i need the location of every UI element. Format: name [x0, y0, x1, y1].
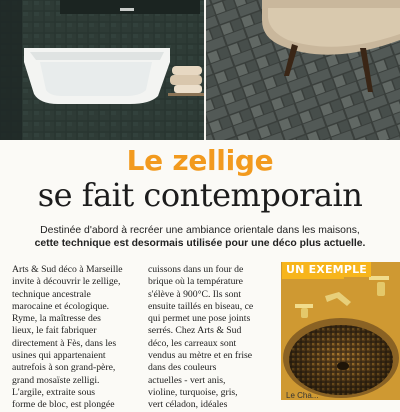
column-2-line: vert céladon, idéales [148, 399, 228, 411]
column-1-line: grand mosaïste zelligi. [12, 374, 100, 386]
column-1-line: lieux, le fait fabriquer [12, 325, 97, 337]
column-1-line: technique ancestrale [12, 288, 91, 300]
headline-line-1: Le zellige [126, 144, 274, 177]
column-2-line: actuelles - vert anis, [148, 374, 226, 386]
column-2-line: ensuite taillés en biseau, ce [148, 300, 254, 312]
body-column-2 [148, 264, 276, 412]
column-1-line: usines qui appartenaient [12, 350, 106, 362]
column-1-line: L'argile, extraite sous [12, 386, 96, 398]
column-1-line: Arts & Sud déco à Marseille [12, 264, 123, 275]
example-badge: UN EXEMPLE [282, 262, 371, 277]
mosaic-sink-photo [281, 262, 400, 400]
column-2-line: s'élève à 900°C. Ils sont [148, 288, 242, 300]
top-photo-strip [0, 0, 400, 140]
column-2-line: qui permet une pose joints [148, 313, 251, 325]
intro-paragraph [0, 224, 400, 250]
intro-line-2-bold: cette technique est desormais utilisée pour une déco plus actuelle. [34, 238, 366, 249]
badge-underline [282, 277, 344, 279]
column-2-line: brique où la température [148, 276, 243, 288]
floor-photo [206, 0, 400, 140]
column-1-line: directement à Fès, dans les [12, 337, 117, 349]
column-2-line: violine, turquoise, gris, [148, 386, 238, 398]
column-2-line: déco, les carreaux sont [148, 337, 237, 349]
inset-caption: Le Cha... [286, 391, 319, 400]
column-1-line: autrefois à son grand-père, [12, 362, 116, 374]
column-1-line: Ryme, la maîtresse des [12, 313, 101, 325]
column-2-line: vendus au mètre et en frise [148, 350, 253, 362]
column-2-line: cuissons dans un four de [148, 264, 244, 275]
column-1-line: forme de bloc, est plongée [12, 399, 115, 411]
bathroom-photo [0, 0, 206, 140]
intro-line-1: Destinée d'abord à recréer une ambiance orientale dans les maisons, [40, 225, 360, 236]
body-column-1 [12, 264, 142, 412]
headline-line-2: se fait contemporain [37, 176, 363, 214]
column-2-line: serrés. Chez Arts & Sud [148, 325, 242, 337]
column-1-line: marocaine et écologique. [12, 300, 110, 312]
column-1-line: invite à découvrir le zellige, [12, 276, 121, 288]
headline [0, 146, 400, 213]
column-2-line: dans des couleurs [148, 362, 217, 374]
